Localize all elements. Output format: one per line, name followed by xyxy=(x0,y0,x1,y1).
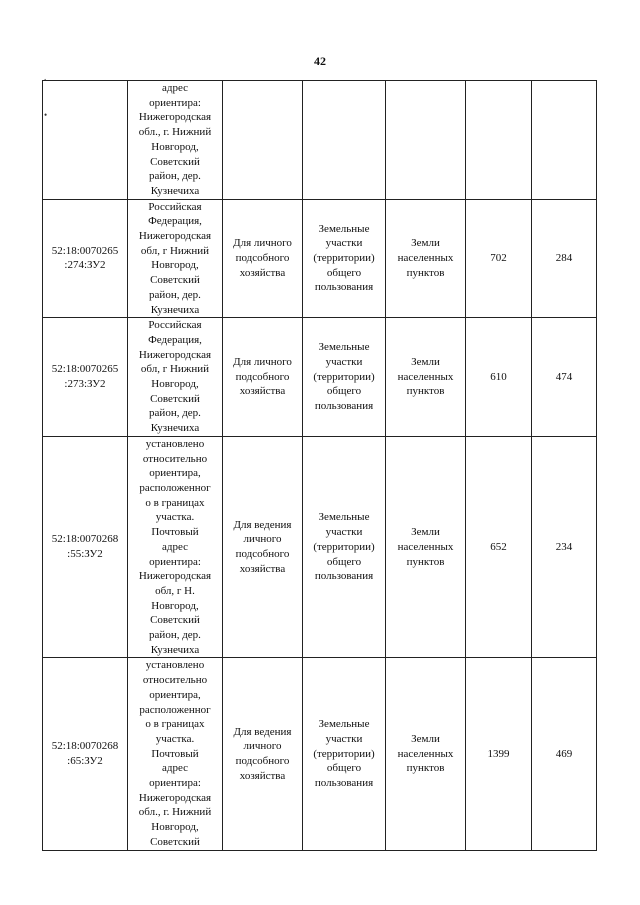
land-category-cell: Земли населенных пунктов xyxy=(386,436,466,658)
page-number: 42 xyxy=(314,54,326,68)
table-row xyxy=(43,436,597,658)
address-cell: Российская Федерация, Нижегородская обл, г Нижний Новгород, Советский район, дер. Кузнечиха xyxy=(128,199,223,318)
cadastral-number-cell: 52:18:0070265 :273:ЗУ2 xyxy=(43,318,128,437)
address-cell: Российская Федерация, Нижегородская обл, г Нижний Новгород, Советский район, дер. Кузнечиха xyxy=(128,318,223,437)
permitted-use-cell: Для ведения личного подсобного хозяйства xyxy=(223,658,303,850)
land-category-cell: Земли населенных пунктов xyxy=(386,199,466,318)
address-cell: адрес ориентира: Нижегородская обл., г. Нижний Новгород, Советский район, дер. Кузнечиха xyxy=(128,81,223,200)
address-cell: установлено относительно ориентира, расположенног о в границах участка. Почтовый адрес ориентира: Нижегородская обл, г Н. Новгород, Советский район, дер. Кузнечиха xyxy=(128,436,223,658)
area-cell: 702 xyxy=(466,199,532,318)
area-cell: 610 xyxy=(466,318,532,437)
table-row xyxy=(43,81,597,200)
address-cell: установлено относительно ориентира, расположенног о в границах участка. Почтовый адрес ориентира: Нижегородская обл., г. Нижний Новгород, Советский xyxy=(128,658,223,850)
land-plots-table xyxy=(42,80,597,851)
permitted-use-cell: Для личного подсобного хозяйства xyxy=(223,199,303,318)
permitted-use-cell: Для личного подсобного хозяйства xyxy=(223,318,303,437)
area-cell: 1399 xyxy=(466,658,532,850)
scan-mark: . xyxy=(44,72,47,82)
cadastral-number-cell: 52:18:0070268 :55:ЗУ2 xyxy=(43,436,128,658)
value-cell xyxy=(532,81,597,200)
cadastral-number-cell xyxy=(43,81,128,200)
cadastral-number-cell: 52:18:0070268 :65:ЗУ2 xyxy=(43,658,128,850)
table-row xyxy=(43,658,597,850)
zone-cell: Земельные участки (территории) общего пользования xyxy=(303,199,386,318)
area-cell xyxy=(466,81,532,200)
zone-cell: Земельные участки (территории) общего пользования xyxy=(303,658,386,850)
permitted-use-cell: Для ведения личного подсобного хозяйства xyxy=(223,436,303,658)
scan-mark: • xyxy=(44,110,48,120)
value-cell: 469 xyxy=(532,658,597,850)
land-category-cell: Земли населенных пунктов xyxy=(386,658,466,850)
table-row xyxy=(43,318,597,437)
land-category-cell xyxy=(386,81,466,200)
zone-cell xyxy=(303,81,386,200)
cadastral-number-cell: 52:18:0070265 :274:ЗУ2 xyxy=(43,199,128,318)
land-category-cell: Земли населенных пунктов xyxy=(386,318,466,437)
value-cell: 284 xyxy=(532,199,597,318)
value-cell: 474 xyxy=(532,318,597,437)
area-cell: 652 xyxy=(466,436,532,658)
table-row xyxy=(43,199,597,318)
permitted-use-cell xyxy=(223,81,303,200)
zone-cell: Земельные участки (территории) общего пользования xyxy=(303,436,386,658)
zone-cell: Земельные участки (территории) общего пользования xyxy=(303,318,386,437)
value-cell: 234 xyxy=(532,436,597,658)
